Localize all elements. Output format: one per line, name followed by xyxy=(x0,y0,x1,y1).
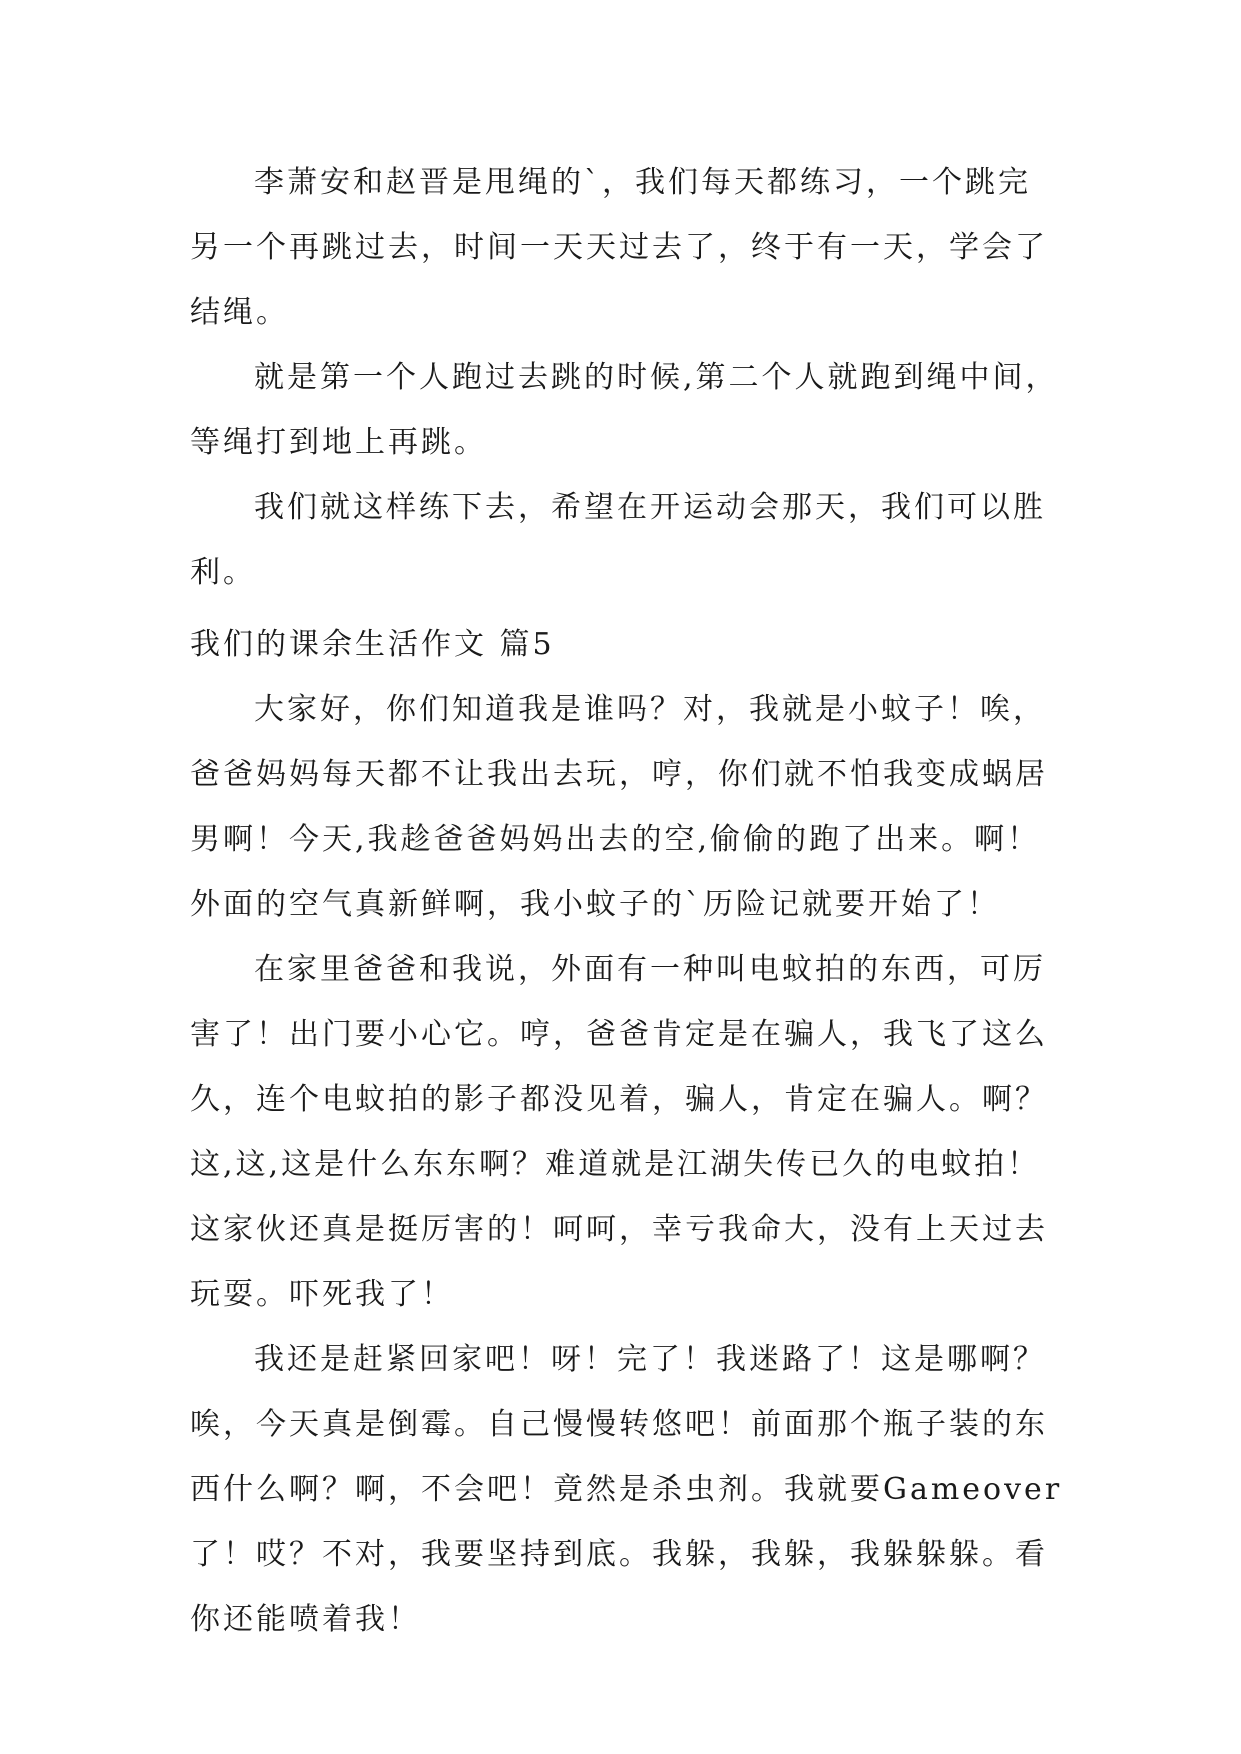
text-line: 了！哎？不对，我要坚持到底。我躲，我躲，我躲躲躲。看 xyxy=(190,1537,1048,1572)
text-line: 结绳。 xyxy=(190,295,289,330)
paragraph xyxy=(190,150,1070,345)
paragraph xyxy=(190,937,1070,1327)
text-line: 爸爸妈妈每天都不让我出去玩，哼，你们就不怕我变成蜗居 xyxy=(190,757,1048,792)
essay-section-2 xyxy=(190,677,1070,1652)
text-line: 这家伙还真是挺厉害的！呵呵，幸亏我命大，没有上天过去 xyxy=(190,1212,1048,1247)
text-line: 男啊！今天,我趁爸爸妈妈出去的空,偷偷的跑了出来。啊！ xyxy=(190,822,1041,857)
text-line: 外面的空气真新鲜啊，我小蚊子的`历险记就要开始了！ xyxy=(190,887,1000,922)
text-line: 我们就这样练下去，希望在开运动会那天，我们可以胜 xyxy=(254,490,1046,525)
text-line: 李萧安和赵晋是甩绳的`，我们每天都练习，一个跳完 xyxy=(254,165,1031,200)
paragraph xyxy=(190,1327,1070,1652)
text-line: 你还能喷着我！ xyxy=(190,1602,421,1637)
text-line: 玩耍。吓死我了！ xyxy=(190,1277,454,1312)
text-line: 大家好，你们知道我是谁吗？对，我就是小蚊子！唉， xyxy=(254,692,1046,727)
text-line: 久，连个电蚊拍的影子都没见着，骗人，肯定在骗人。啊？ xyxy=(190,1082,1048,1117)
text-line: 等绳打到地上再跳。 xyxy=(190,425,487,460)
text-line: 在家里爸爸和我说，外面有一种叫电蚊拍的东西，可厉 xyxy=(254,952,1046,987)
text-line: 害了！出门要小心它。哼，爸爸肯定是在骗人，我飞了这么 xyxy=(190,1017,1048,1052)
text-line: 西什么啊？啊，不会吧！竟然是杀虫剂。我就要Gameover xyxy=(190,1472,1063,1507)
text-line: 利。 xyxy=(190,555,256,590)
paragraph xyxy=(190,345,1070,475)
text-line: 另一个再跳过去，时间一天天过去了，终于有一天，学会了 xyxy=(190,230,1048,265)
text-line: 就是第一个人跑过去跳的时候,第二个人就跑到绳中间， xyxy=(254,360,1059,395)
text-line: 我还是赶紧回家吧！呀！完了！我迷路了！这是哪啊？ xyxy=(254,1342,1046,1377)
paragraph xyxy=(190,475,1070,605)
paragraph xyxy=(190,677,1070,937)
essay-heading: 我们的课余生活作文 篇5 xyxy=(190,627,555,662)
essay-section-1 xyxy=(190,150,1070,605)
text-line: 这,这,这是什么东东啊？难道就是江湖失传已久的电蚊拍！ xyxy=(190,1147,1041,1182)
text-line: 唉，今天真是倒霉。自己慢慢转悠吧！前面那个瓶子装的东 xyxy=(190,1407,1048,1442)
